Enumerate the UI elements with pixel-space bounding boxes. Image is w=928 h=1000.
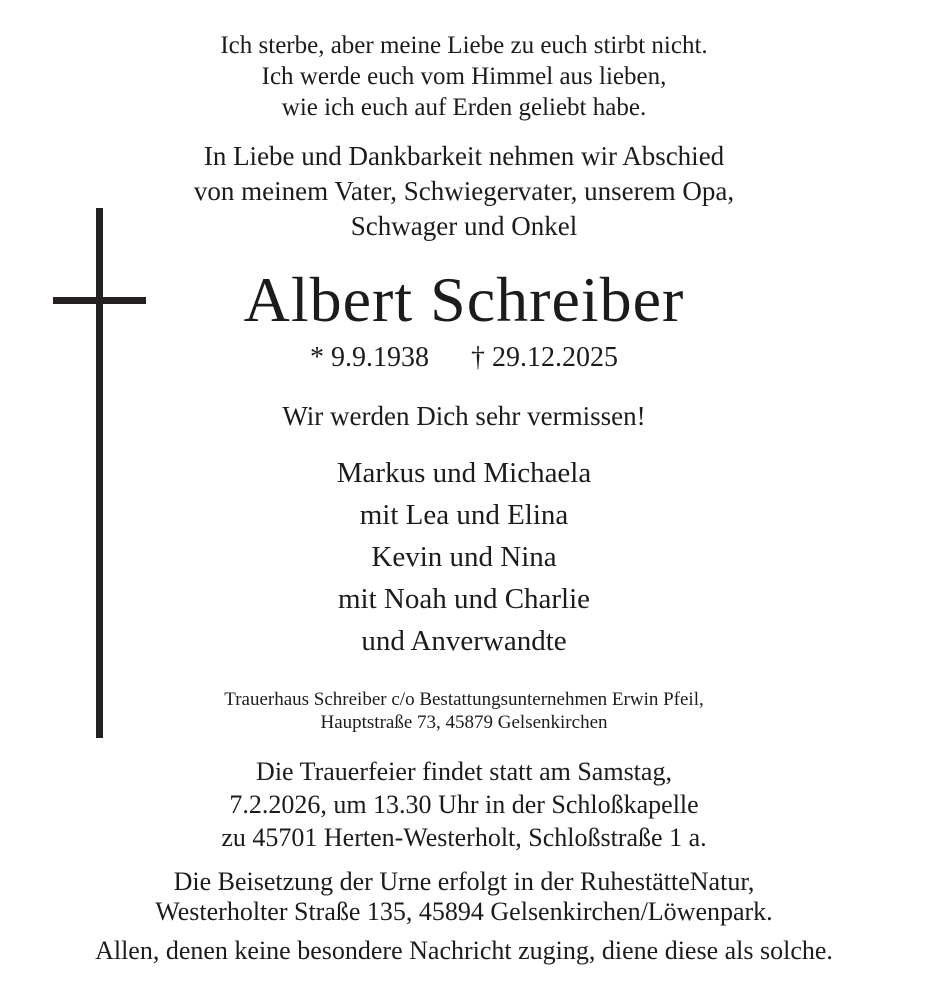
service-line-2: 7.2.2026, um 13.30 Uhr in der Schloßkapelle: [229, 790, 699, 819]
birth-date: * 9.9.1938: [310, 342, 429, 373]
funeral-home-line-2: Hauptstraße 73, 45879 Gelsenkirchen: [320, 712, 608, 733]
burial-info: [0, 867, 928, 927]
service-info: [0, 755, 928, 854]
epigraph-line-2: Ich werde euch vom Himmel aus lieben,: [261, 63, 667, 90]
epigraph-line-3: wie ich euch auf Erden geliebt habe.: [281, 94, 647, 121]
intro-text: [0, 139, 928, 244]
mourners-list: [0, 452, 928, 662]
mourner-line-4: mit Noah und Charlie: [337, 583, 591, 615]
mourner-line-3: Kevin und Nina: [371, 541, 557, 573]
death-date: † 29.12.2025: [471, 342, 618, 373]
funeral-home-line-1: Trauerhaus Schreiber c/o Bestattungsunternehmen Erwin Pfeil,: [224, 689, 704, 710]
life-dates: [0, 340, 928, 376]
mourner-line-5: und Anverwandte: [361, 625, 567, 657]
service-line-3: zu 45701 Herten-Westerholt, Schloßstraße 1 a.: [221, 823, 707, 852]
burial-line-2: Westerholter Straße 135, 45894 Gelsenkirchen/Löwenpark.: [155, 897, 773, 926]
intro-line-2: von meinem Vater, Schwiegervater, unserem Opa,: [193, 176, 735, 206]
deceased-name: Albert Schreiber: [243, 264, 685, 335]
mourner-line-2: mit Lea und Elina: [359, 499, 569, 531]
service-line-1: Die Trauerfeier findet statt am Samstag,: [256, 757, 672, 786]
intro-line-3: Schwager und Onkel: [350, 211, 578, 241]
closing-line: Allen, denen keine besondere Nachricht zuging, diene diese als solche.: [95, 936, 833, 965]
farewell-line: Wir werden Dich sehr vermissen!: [282, 401, 646, 431]
epigraph-line-1: Ich sterbe, aber meine Liebe zu euch stirbt nicht.: [220, 32, 708, 59]
intro-line-1: In Liebe und Dankbarkeit nehmen wir Abschied: [203, 141, 725, 171]
mourner-line-1: Markus und Michaela: [336, 457, 592, 489]
epigraph: [0, 30, 928, 123]
burial-line-1: Die Beisetzung der Urne erfolgt in der RuhestätteNatur,: [173, 867, 755, 896]
funeral-home-info: [0, 688, 928, 734]
